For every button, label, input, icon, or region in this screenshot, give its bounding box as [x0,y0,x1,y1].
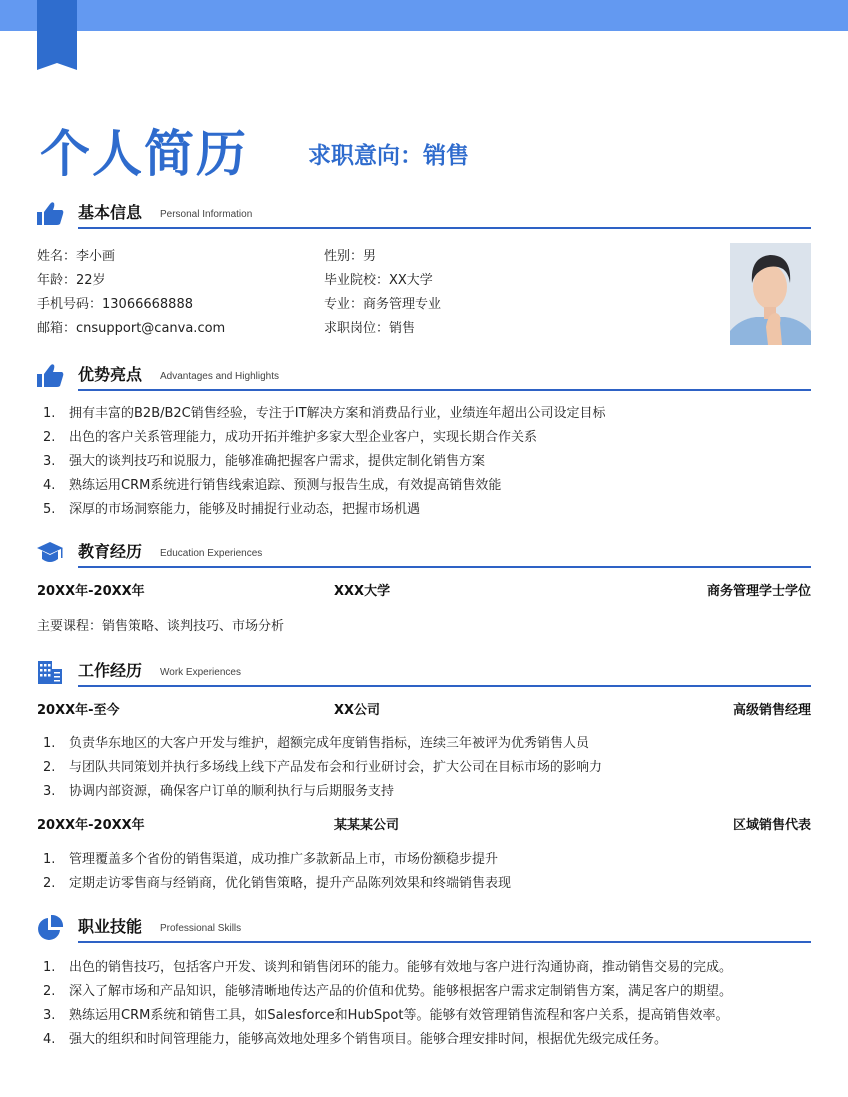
section-divider [78,227,811,229]
work-company: XX公司 [334,703,381,718]
education-school: XXX大学 [334,584,391,599]
person-portrait-icon [730,243,811,345]
section-title: 工作经历 [78,661,143,680]
resume-title: 个人简历 [40,125,248,183]
work-entry-2 [37,816,811,836]
graduation-cap-icon [36,539,64,567]
list-number: 2. [43,760,56,775]
list-text: 熟练运用CRM系统和销售工具，如Salesforce和HubSpot等。能够有效管理销售流程和客户关系，提高销售效率。 [69,1008,729,1023]
section-title: 优势亮点 [78,365,143,384]
thumbs-up-icon [36,200,64,228]
section-header-highlights [36,362,811,392]
info-position: 求职岗位：销售 [324,321,416,336]
list-text: 出色的客户关系管理能力，成功开拓并维护多家大型企业客户，实现长期合作关系 [69,430,538,445]
work-period: 20XX年-至今 [37,703,120,718]
education-period: 20XX年-20XX年 [37,584,145,599]
section-title: 基本信息 [78,203,143,222]
education-degree: 商务管理学士学位 [706,584,811,599]
info-school: 毕业院校：XX大学 [324,273,433,288]
work-title: 区域销售代表 [732,818,811,833]
list-number: 1. [43,852,56,867]
list-text: 协调内部资源，确保客户订单的顺利执行与后期服务支持 [69,784,395,799]
list-text: 深厚的市场洞察能力，能够及时捕捉行业动态，把握市场机遇 [69,502,421,517]
list-text: 深入了解市场和产品知识，能够清晰地传达产品的价值和优势。能够根据客户需求定制销售方案，满足客户的期望。 [69,984,733,999]
list-text: 出色的销售技巧，包括客户开发、谈判和销售闭环的能力。能够有效地与客户进行沟通协商，推动销售交易的完成。 [69,960,733,975]
section-header-skills [36,914,811,944]
info-name: 姓名：李小画 [37,249,116,264]
list-number: 1. [43,736,56,751]
section-title: 教育经历 [78,542,143,561]
education-entry [37,582,811,602]
profile-photo [730,243,811,345]
list-text: 管理覆盖多个省份的销售渠道，成功推广多款新品上市，市场份额稳步提升 [69,852,499,867]
section-subtitle: Work Experiences [160,667,241,678]
list-text: 熟练运用CRM系统进行销售线索追踪、预测与报告生成，有效提高销售效能 [69,478,502,493]
section-divider [78,941,811,943]
list-number: 3. [43,1008,56,1023]
section-divider [78,389,811,391]
list-number: 2. [43,876,56,891]
work-entry-1 [37,701,811,721]
list-number: 4. [43,1032,56,1047]
top-banner-bar [0,0,848,31]
section-subtitle: Advantages and Highlights [160,371,279,382]
info-phone: 手机号码：13066668888 [37,297,193,312]
education-courses: 主要课程：销售策略、谈判技巧、市场分析 [37,619,285,634]
section-divider [78,566,811,568]
bookmark-ribbon-icon [37,0,77,70]
info-age: 年龄：22岁 [37,273,106,288]
work-title: 高级销售经理 [732,703,811,718]
pie-chart-icon [36,914,64,942]
list-number: 2. [43,984,56,999]
office-building-icon [36,658,64,686]
list-number: 2. [43,430,56,445]
info-email: 邮箱：cnsupport@canva.com [37,321,226,336]
section-subtitle: Education Experiences [160,548,263,559]
section-divider [78,685,811,687]
list-number: 1. [43,406,56,421]
thumbs-up-icon [36,362,64,390]
list-number: 5. [43,502,56,517]
info-major: 专业：商务管理专业 [324,297,442,312]
list-text: 强大的谈判技巧和说服力，能够准确把握客户需求，提供定制化销售方案 [69,454,486,469]
list-number: 3. [43,784,56,799]
list-text: 负责华东地区的大客户开发与维护，超额完成年度销售指标，连续三年被评为优秀销售人员 [69,736,590,751]
section-header-basic-info [36,200,811,230]
list-number: 3. [43,454,56,469]
work-period: 20XX年-20XX年 [37,818,145,833]
list-text: 与团队共同策划并执行多场线上线下产品发布会和行业研讨会，扩大公司在目标市场的影响力 [69,760,603,775]
section-subtitle: Personal Information [160,209,253,220]
section-title: 职业技能 [78,917,143,936]
job-intent: 求职意向：销售 [308,143,469,169]
section-header-work [36,658,811,688]
list-text: 定期走访零售商与经销商，优化销售策略，提升产品陈列效果和终端销售表现 [69,876,512,891]
info-gender: 性别：男 [324,249,377,264]
list-number: 4. [43,478,56,493]
work-company: 某某某公司 [334,818,400,833]
list-text: 拥有丰富的B2B/B2C销售经验，专注于IT解决方案和消费品行业，业绩连年超出公司设定目标 [69,406,606,421]
list-number: 1. [43,960,56,975]
section-header-education [36,539,811,569]
list-text: 强大的组织和时间管理能力，能够高效地处理多个销售项目。能够合理安排时间，根据优先级完成任务。 [69,1032,668,1047]
section-subtitle: Professional Skills [160,923,242,934]
